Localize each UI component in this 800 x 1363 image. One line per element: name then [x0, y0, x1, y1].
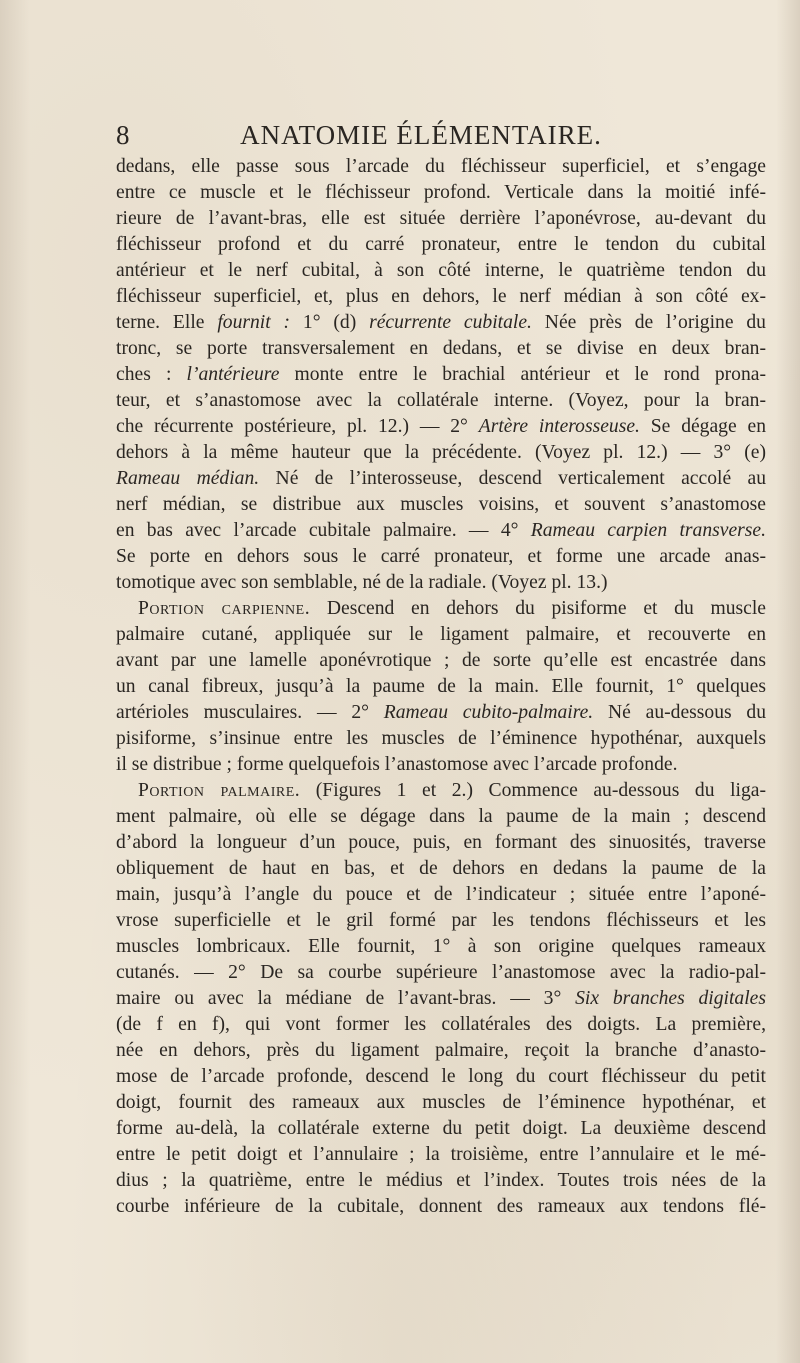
text-line: [116, 362, 766, 388]
page-edge-shadow-right: [776, 0, 800, 1363]
running-head: [116, 118, 766, 152]
text-line: [116, 440, 766, 466]
text-line: [116, 960, 766, 986]
text-run: courbe inférieure de la cubitale, donnent des rameaux aux tendons flé-: [116, 1196, 766, 1217]
text-run: Se dégage en: [639, 416, 766, 437]
text-run: (de f en f), qui vont former les collatérales des doigts. La première,: [116, 1014, 766, 1035]
section-heading: Portion palmaire.: [138, 780, 301, 801]
text-run: terne. Elle: [116, 312, 218, 333]
text-run: obliquement de haut en bas, et de dehors en dedans la paume de la: [116, 858, 766, 879]
italic-text: fournit :: [217, 312, 291, 333]
text-run: dehors à la même hauteur que la précédente. (Voyez pl. 12.) — 3° (e): [116, 442, 766, 463]
text-line: [116, 648, 766, 674]
text-line: [116, 388, 766, 414]
text-line: [116, 830, 766, 856]
text-line: [116, 1168, 766, 1194]
text-run: monte entre le brachial antérieur et le rond prona-: [279, 364, 766, 385]
text-line: [116, 1116, 766, 1142]
text-line: [116, 1142, 766, 1168]
text-run: née en dehors, près du ligament palmaire, reçoit la branche d’anasto-: [116, 1040, 766, 1061]
text-line: [116, 518, 766, 544]
text-line: [116, 206, 766, 232]
section-heading: Portion carpienne.: [138, 598, 311, 619]
text-line: [116, 674, 766, 700]
text-line: [116, 778, 766, 804]
text-run: rieure de l’avant-bras, elle est située derrière l’aponévrose, au-devant du: [116, 208, 766, 229]
text-run: antérieur et le nerf cubital, à son côté interne, le quatrième tendon du: [116, 260, 766, 281]
page-edge-shadow-left: [0, 0, 30, 1363]
text-run: entre le petit doigt et l’annulaire ; la troisième, entre l’annulaire et le mé-: [116, 1144, 766, 1165]
text-line: [116, 752, 766, 778]
text-run: tomotique avec son semblable, né de la radiale. (Voyez pl. 13.): [116, 572, 608, 593]
text-run: palmaire cutané, appliquée sur le ligament palmaire, et recouverte en: [116, 624, 766, 645]
text-run: doigt, fournit des rameaux aux muscles de l’éminence hypothénar, et: [116, 1092, 766, 1113]
text-run: un canal fibreux, jusqu’à la paume de la main. Elle fournit, 1° quelques: [116, 676, 766, 697]
text-line: [116, 336, 766, 362]
text-run: en bas avec l’arcade cubitale palmaire. — 4°: [116, 520, 531, 541]
text-run: avant par une lamelle aponévrotique ; de sorte qu’elle est encastrée dans: [116, 650, 766, 671]
text-run: il se distribue ; forme quelquefois l’anastomose avec l’arcade profonde.: [116, 754, 678, 775]
italic-text: Rameau carpien transverse.: [530, 520, 766, 541]
text-line: [116, 284, 766, 310]
text-run: nerf médian, se distribue aux muscles voisins, et souvent s’anastomose: [116, 494, 766, 515]
text-line: [116, 232, 766, 258]
text-run: dedans, elle passe sous l’arcade du fléchisseur superficiel, et s’engage: [116, 156, 766, 177]
text-line: [116, 908, 766, 934]
text-run: Descend en dehors du pisiforme et du muscle: [310, 598, 766, 619]
text-line: [116, 986, 766, 1012]
text-run: maire ou avec la médiane de l’avant-bras. — 3°: [116, 988, 576, 1009]
text-line: [116, 1038, 766, 1064]
text-run: Né au-dessous du: [593, 702, 766, 723]
italic-text: Six branches digitales: [575, 988, 766, 1009]
text-line: [116, 154, 766, 180]
text-line: [116, 856, 766, 882]
text-run: fléchisseur superficiel, et, plus en dehors, le nerf médian à son côté ex-: [116, 286, 766, 307]
text-line: [116, 544, 766, 570]
text-line: [116, 570, 766, 596]
text-run: 1° (d): [290, 312, 370, 333]
text-line: [116, 180, 766, 206]
page-number: 8: [116, 120, 130, 150]
italic-text: l’antérieure: [186, 364, 280, 385]
text-line: [116, 310, 766, 336]
body-text: [116, 154, 766, 1220]
text-run: teur, et s’anastomose avec la collatérale interne. (Voyez, pour la bran-: [116, 390, 766, 411]
italic-text: récurrente cubitale.: [369, 312, 532, 333]
text-run: ches :: [116, 364, 187, 385]
text-line: [116, 1012, 766, 1038]
italic-text: Rameau médian.: [116, 468, 260, 489]
text-line: [116, 934, 766, 960]
text-line: [116, 804, 766, 830]
text-line: [116, 596, 766, 622]
text-run: forme au-delà, la collatérale externe du petit doigt. La deuxième descend: [116, 1118, 766, 1139]
italic-text: Artère interosseuse.: [478, 416, 640, 437]
text-run: d’abord la longueur d’un pouce, puis, en formant des sinuosités, traverse: [116, 832, 766, 853]
text-run: cutanés. — 2° De sa courbe supérieure l’anastomose avec la radio-pal-: [116, 962, 766, 983]
text-run: ment palmaire, où elle se dégage dans la paume de la main ; descend: [116, 806, 766, 827]
text-line: [116, 414, 766, 440]
text-run: fléchisseur profond et du carré pronateur, entre le tendon du cubital: [116, 234, 766, 255]
text-run: Se porte en dehors sous le carré pronateur, et forme une arcade anas-: [116, 546, 766, 567]
text-run: pisiforme, s’insinue entre les muscles de l’éminence hypothénar, auxquels: [116, 728, 766, 749]
italic-text: Rameau cubito-palmaire.: [383, 702, 594, 723]
text-run: tronc, se porte transversalement en dedans, et se divise en deux bran-: [116, 338, 766, 359]
text-line: [116, 492, 766, 518]
text-run: Né de l’interosseuse, descend verticalement accolé au: [259, 468, 767, 489]
text-line: [116, 622, 766, 648]
text-line: [116, 1064, 766, 1090]
text-line: [116, 258, 766, 284]
text-run: dius ; la quatrième, entre le médius et l’index. Toutes trois nées de la: [116, 1170, 766, 1191]
running-title: ANATOMIE ÉLÉMENTAIRE.: [240, 120, 602, 150]
book-page: [116, 118, 766, 1338]
text-line: [116, 1194, 766, 1220]
text-run: mose de l’arcade profonde, descend le long du court fléchisseur du petit: [116, 1066, 766, 1087]
text-line: [116, 700, 766, 726]
text-run: vrose superficielle et le gril formé par les tendons fléchisseurs et les: [116, 910, 766, 931]
text-line: [116, 882, 766, 908]
text-run: main, jusqu’à l’angle du pouce et de l’indicateur ; située entre l’aponé-: [116, 884, 766, 905]
text-run: che récurrente postérieure, pl. 12.) — 2°: [116, 416, 479, 437]
text-run: Née près de l’origine du: [531, 312, 766, 333]
text-run: muscles lombricaux. Elle fournit, 1° à son origine quelques rameaux: [116, 936, 766, 957]
text-run: entre ce muscle et le fléchisseur profond. Verticale dans la moitié infé-: [116, 182, 766, 203]
text-line: [116, 466, 766, 492]
text-line: [116, 726, 766, 752]
text-run: artérioles musculaires. — 2°: [116, 702, 384, 723]
text-line: [116, 1090, 766, 1116]
text-run: (Figures 1 et 2.) Commence au-dessous du liga-: [300, 780, 766, 801]
